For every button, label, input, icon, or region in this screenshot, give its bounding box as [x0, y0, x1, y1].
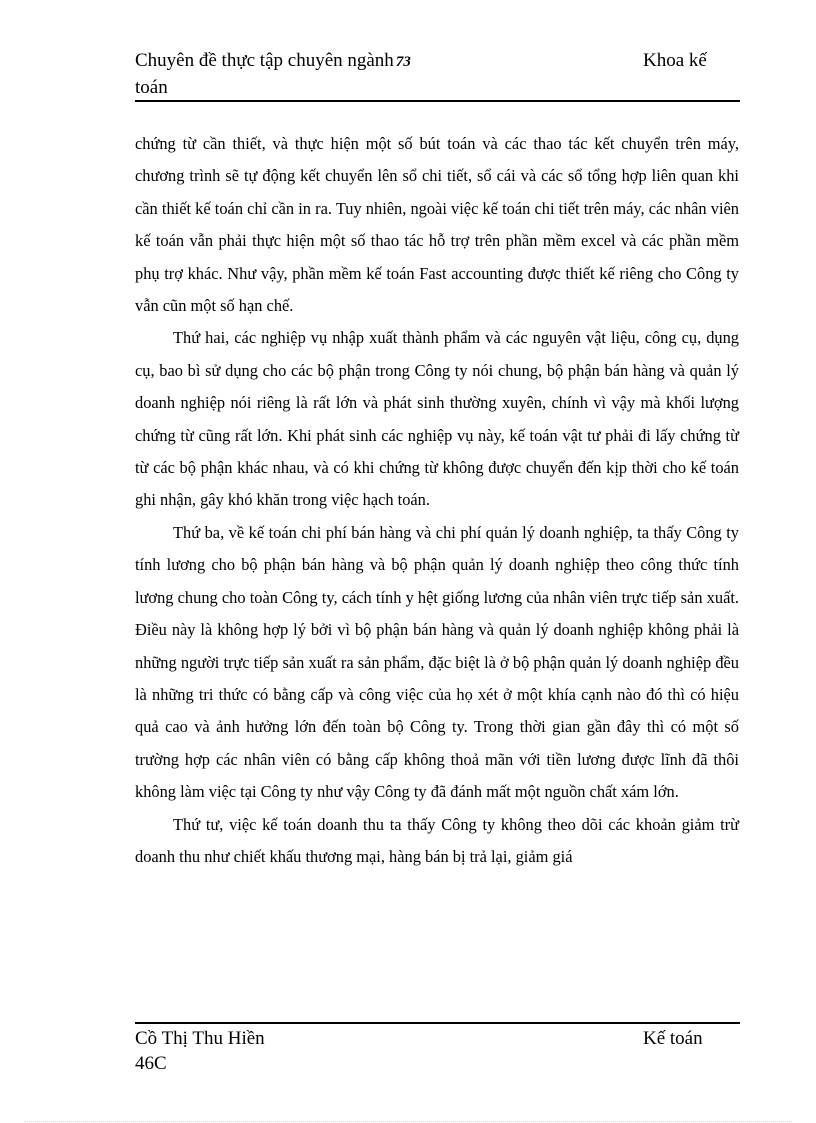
page-edge-divider: [24, 1121, 792, 1122]
paragraph-second: Thứ hai, các nghiệp vụ nhập xuất thành phẩm và các nguyên vật liệu, công cụ, dụng cụ, bao bì sử dụng cho các bộ phận trong Công ty nói chung, bộ phận bán hàng và quản lý doanh nghiệp nói riêng là rất lớn và phát sinh thường xuyên, chính vì vậy mà khối lượng chứng từ cũng rất lớn. Khi phát sinh các nghiệp vụ này, kế toán vật tư phải đi lấy chứng từ từ các bộ phận khác nhau, và có khi chứng từ không được chuyển đến kịp thời cho kế toán ghi nhận, gây khó khăn trong việc hạch toán.: [135, 328, 739, 510]
header-title: [135, 48, 475, 101]
paragraph-continued: chứng từ cần thiết, và thực hiện một số bút toán và các thao tác kết chuyển trên máy, chương trình sẽ tự động kết chuyển lên sổ chi tiết, sổ cái và các sổ tổng hợp liên quan khi cần thiết kế toán chỉ cần in ra. Tuy nhiên, ngoài việc kế toán chi tiết trên máy, các nhân viên kế toán vẫn phải thực hiện một số thao tác hỗ trợ trên phần mềm excel và các phần mềm phụ trợ khác. Như vậy, phần mềm kế toán Fast accounting được thiết kế riêng cho Công ty vẫn cũn một số hạn chế.: [135, 134, 739, 316]
footer-author: [135, 1026, 435, 1076]
footer-divider: [135, 1022, 740, 1024]
page-number: 73: [395, 54, 411, 70]
author-name: Cồ Thị Thu Hiền: [135, 1028, 265, 1049]
document-body: [135, 128, 739, 873]
header-title-line2: toán: [135, 77, 168, 98]
author-class: 46C: [135, 1053, 167, 1074]
paragraph-third: Thứ ba, về kế toán chi phí bán hàng và chi phí quản lý doanh nghiệp, ta thấy Công ty tính lương cho bộ phận bán hàng và bộ phận quản lý doanh nghiệp theo công thức tính lương chung cho toàn Công ty, cách tính y hệt giống lương của nhân viên trực tiếp sản xuất. Điều này là không hợp lý bởi vì bộ phận bán hàng và quản lý doanh nghiệp không phải là những người trực tiếp sản xuất ra sản phẩm, đặc biệt là ở bộ phận quản lý doanh nghiệp đều là những tri thức có bằng cấp và công việc của họ xét ở một khía cạnh nào đó thì có hiệu quả cao và ảnh hưởng lớn đến toàn bộ Công ty. Trong thời gian gần đây thì có một số trường hợp các nhân viên có bằng cấp không thoả mãn với tiền lương được lĩnh đã thôi không làm việc tại Công ty như vậy Công ty đã đánh mất một nguồn chất xám lớn.: [135, 522, 739, 802]
header-title-line1: Chuyên đề thực tập chuyên ngành: [135, 50, 394, 71]
paragraph-fourth: Thứ tư, việc kế toán doanh thu ta thấy Công ty không theo dõi các khoản giảm trừ doanh thu như chiết khấu thương mại, hàng bán bị trả lại, giảm giá: [135, 814, 739, 866]
header-department: Khoa kế: [643, 50, 707, 71]
page-header: [135, 48, 740, 102]
footer-major: Kế toán: [643, 1028, 703, 1049]
